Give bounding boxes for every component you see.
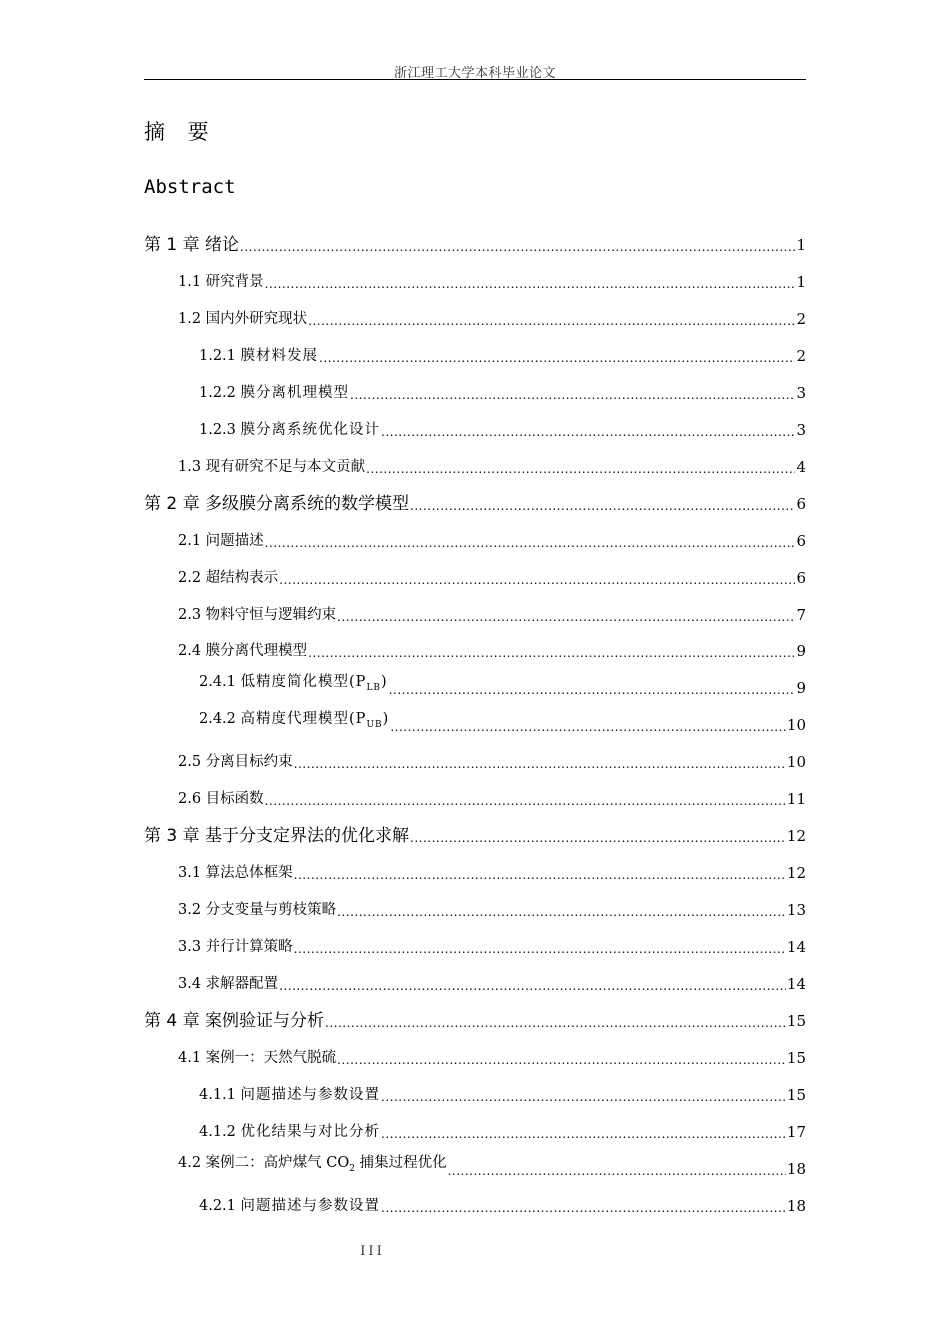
toc-entry-title <box>178 753 293 771</box>
toc-leader-dots <box>448 1164 786 1178</box>
toc-leader-dots <box>350 388 795 402</box>
toc-entry[interactable] <box>178 1045 806 1067</box>
toc-entry-text: 优化结果与对比分析 <box>240 1124 381 1140</box>
toc-entry-text: 膜分离系统优化设计 <box>240 422 381 438</box>
toc-page-number: 6 <box>796 532 806 550</box>
toc-entry[interactable] <box>178 602 806 624</box>
toc-leader-dots <box>240 240 795 254</box>
toc-page-number: 12 <box>786 827 806 845</box>
toc-page-number: 4 <box>796 458 806 476</box>
toc-entry-title <box>199 1123 380 1141</box>
toc-leader-dots <box>337 610 795 624</box>
toc-entry-title <box>178 642 307 660</box>
toc-leader-dots <box>294 942 786 956</box>
toc-page-number: 10 <box>786 753 806 771</box>
toc-entry-title <box>199 673 388 697</box>
toc-entry-text: 2.3 物料守恒与逻辑约束 <box>178 607 337 623</box>
toc-entry-text: 第 1 章 绪论 <box>144 235 240 255</box>
toc-entry-title <box>178 1154 447 1178</box>
toc-entry-text: 问题描述与参数设置 <box>240 1087 381 1103</box>
toc-entry-title <box>178 938 293 956</box>
toc-page-number: 6 <box>796 495 806 513</box>
toc-leader-dots <box>366 462 795 476</box>
toc-entry-title <box>178 864 293 882</box>
toc-entry[interactable] <box>199 343 806 365</box>
toc-entry-number: 4.1.2 <box>199 1124 241 1140</box>
toc-entry-text: 问题描述与参数设置 <box>240 1198 381 1214</box>
toc-entry[interactable] <box>178 306 806 328</box>
toc-entry-title <box>178 1049 336 1067</box>
toc-leader-dots <box>279 979 786 993</box>
toc-entry[interactable] <box>178 971 806 993</box>
toc-page-number: 12 <box>786 864 806 882</box>
toc-page-number: 10 <box>786 716 806 734</box>
toc-page-number: 14 <box>786 975 806 993</box>
toc-page-number: 2 <box>796 347 806 365</box>
toc-entry[interactable] <box>199 417 806 439</box>
toc-entry-text: 3.4 求解器配置 <box>178 976 279 992</box>
toc-entry[interactable] <box>178 638 806 660</box>
toc-entry-number: 4.1.1 <box>199 1087 241 1103</box>
toc-entry[interactable] <box>144 491 806 513</box>
toc-entry-title <box>144 827 409 845</box>
toc-page-number: 2 <box>796 310 806 328</box>
toc-leader-dots <box>294 757 786 771</box>
toc-leader-dots <box>381 1201 786 1215</box>
toc-leader-dots <box>279 573 795 587</box>
toc-entry-text-suffix: ) <box>381 674 388 691</box>
toc-entry[interactable] <box>178 860 806 882</box>
toc-entry-title <box>199 421 380 439</box>
toc-leader-dots <box>308 646 795 660</box>
toc-page-number: 17 <box>786 1123 806 1141</box>
toc-page-number: 3 <box>796 384 806 402</box>
toc-entry[interactable] <box>144 823 806 845</box>
toc-entry[interactable] <box>178 269 806 291</box>
toc-entry-title <box>178 569 278 587</box>
toc-leader-dots <box>410 831 786 845</box>
abstract-cn-heading[interactable]: 摘 要 <box>144 120 217 144</box>
page-number: III <box>360 1244 385 1259</box>
toc-entry-text-suffix: ) <box>382 711 390 728</box>
abstract-en-heading[interactable]: Abstract <box>144 176 236 198</box>
running-header: 浙江理工大学本科毕业论文 <box>393 66 556 81</box>
toc-entry[interactable] <box>178 786 806 808</box>
toc-entry[interactable] <box>199 1119 806 1141</box>
toc-entry-text: 第 4 章 案例验证与分析 <box>144 1011 325 1031</box>
toc-entry-text: 2.5 分离目标约束 <box>178 754 293 770</box>
toc-entry-text: 膜分离机理模型 <box>240 385 350 401</box>
toc-entry-title <box>178 310 307 328</box>
toc-entry[interactable] <box>199 675 806 697</box>
toc-entry-text: 2.6 目标函数 <box>178 791 264 807</box>
toc-entry[interactable] <box>199 1193 806 1215</box>
toc-entry-number: 2.4.1 <box>199 674 241 691</box>
toc-entry-text: 2.1 问题描述 <box>178 533 264 549</box>
toc-leader-dots <box>381 1127 786 1141</box>
toc-page-number: 9 <box>796 642 806 660</box>
toc-page-number: 13 <box>786 901 806 919</box>
toc-entry-number: 4.2.1 <box>199 1198 241 1214</box>
toc-entry-title <box>178 901 336 919</box>
toc-entry[interactable] <box>178 897 806 919</box>
toc-entry-title <box>178 458 365 476</box>
toc-entry-text-suffix: 捕集过程优化 <box>355 1155 447 1172</box>
toc-entry-title <box>178 273 264 291</box>
toc-leader-dots <box>265 794 786 808</box>
toc-leader-dots <box>337 1053 786 1067</box>
toc-entry-title <box>199 710 389 734</box>
toc-leader-dots <box>294 868 786 882</box>
toc-page-number: 14 <box>786 938 806 956</box>
toc-entry[interactable] <box>178 1156 806 1178</box>
toc-entry-text: 第 3 章 基于分支定界法的优化求解 <box>144 826 410 846</box>
toc-entry-title <box>144 1012 324 1030</box>
toc-entry-text: 1.1 研究背景 <box>178 274 264 290</box>
toc-entry-text: 第 2 章 多级膜分离系统的数学模型 <box>144 494 410 514</box>
toc-entry-text: 3.1 算法总体框架 <box>178 865 293 881</box>
toc-entry-text: 高精度代理模型(P <box>240 711 367 728</box>
toc-entry[interactable] <box>178 454 806 476</box>
toc-entry[interactable] <box>178 528 806 550</box>
toc-leader-dots <box>265 277 796 291</box>
toc-page-number: 15 <box>786 1049 806 1067</box>
toc-leader-dots <box>319 351 795 365</box>
toc-leader-dots <box>410 499 795 513</box>
toc-entry-title <box>199 1086 380 1104</box>
toc-entry-text: 3.3 并行计算策略 <box>178 939 293 955</box>
toc-entry-title <box>178 790 264 808</box>
toc-entry[interactable] <box>199 1082 806 1104</box>
toc-entry-text: 4.1 案例一：天然气脱硫 <box>178 1050 337 1066</box>
toc-entry-subscript: UB <box>366 720 383 730</box>
toc-page-number: 15 <box>786 1012 806 1030</box>
toc-entry[interactable] <box>178 565 806 587</box>
toc-page-number: 18 <box>786 1160 806 1178</box>
toc-entry[interactable] <box>199 712 806 734</box>
toc-entry-title <box>178 975 278 993</box>
toc-entry[interactable] <box>199 380 806 402</box>
toc-page-number: 1 <box>796 273 806 291</box>
toc-entry-title <box>178 532 264 550</box>
toc-entry-subscript: LB <box>366 683 382 693</box>
toc-entry[interactable] <box>144 232 806 254</box>
toc-page-number: 6 <box>796 569 806 587</box>
toc-leader-dots <box>308 314 795 328</box>
toc-leader-dots <box>265 536 796 550</box>
toc-entry-title <box>199 384 349 402</box>
header-rule <box>144 79 806 80</box>
toc-page-number: 15 <box>786 1086 806 1104</box>
toc-entry-title <box>199 347 318 365</box>
toc-entry[interactable] <box>144 1008 806 1030</box>
toc-entry-text: 3.2 分支变量与剪枝策略 <box>178 902 337 918</box>
toc-entry-text: 1.3 现有研究不足与本文贡献 <box>178 459 366 475</box>
toc-leader-dots <box>381 425 795 439</box>
toc-page-number: 3 <box>796 421 806 439</box>
toc-page-number: 1 <box>796 236 806 254</box>
toc-entry[interactable] <box>178 749 806 771</box>
toc-page-number: 9 <box>796 679 806 697</box>
toc-leader-dots <box>337 905 786 919</box>
toc-entry-number: 1.2.2 <box>199 385 241 401</box>
toc-page-number: 18 <box>786 1197 806 1215</box>
toc-leader-dots <box>389 683 796 697</box>
toc-page-number: 11 <box>786 790 806 808</box>
toc-entry-text: 膜材料发展 <box>240 348 319 364</box>
toc-entry-number: 2.4.2 <box>199 711 241 728</box>
toc-page-number: 7 <box>796 606 806 624</box>
toc-entry-title <box>178 606 336 624</box>
toc-entry-text: 低精度简化模型(P <box>240 674 367 691</box>
toc-entry-number: 1.2.1 <box>199 348 241 364</box>
toc-entry-title <box>199 1197 380 1215</box>
toc-entry-title <box>144 236 239 254</box>
toc-entry-number: 1.2.3 <box>199 422 241 438</box>
toc-entry[interactable] <box>178 934 806 956</box>
toc-entry-text: 4.2 案例二：高炉煤气 CO <box>178 1155 350 1172</box>
toc-leader-dots <box>390 720 786 734</box>
toc-entry-subscript: 2 <box>349 1164 355 1174</box>
toc-entry-text: 1.2 国内外研究现状 <box>178 311 308 327</box>
toc-entry-title <box>144 495 409 513</box>
toc-leader-dots <box>325 1016 786 1030</box>
toc-leader-dots <box>381 1090 786 1104</box>
toc-entry-text: 2.2 超结构表示 <box>178 570 279 586</box>
toc-entry-text: 2.4 膜分离代理模型 <box>178 643 308 659</box>
